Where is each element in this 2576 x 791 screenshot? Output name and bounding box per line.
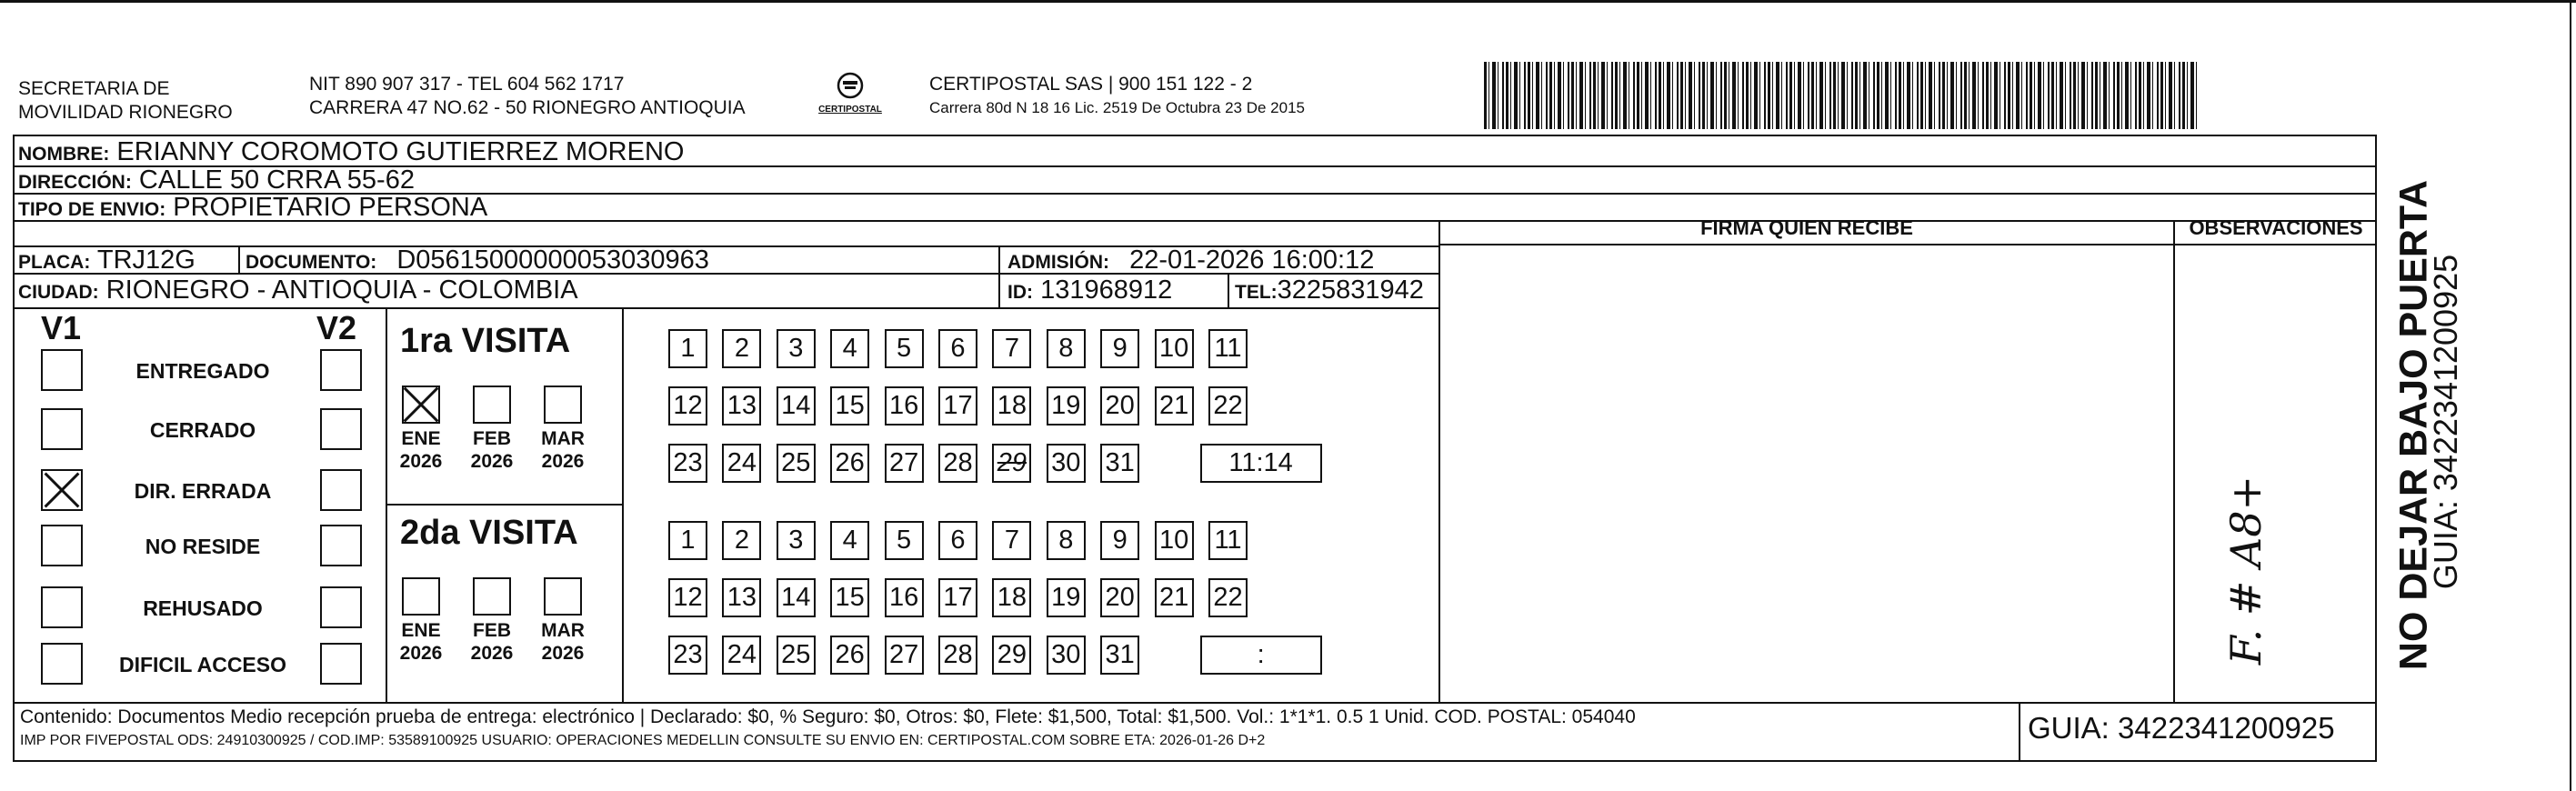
v1-checkbox[interactable] bbox=[41, 349, 83, 391]
carrier-line-1: CERTIPOSTAL SAS | 900 151 122 - 2 bbox=[929, 74, 1253, 95]
visit2-title: 2da VISITA bbox=[400, 514, 578, 552]
day-box[interactable]: 4 bbox=[830, 521, 869, 560]
nombre-label: NOMBRE: bbox=[18, 144, 110, 165]
visit1-title: 1ra VISITA bbox=[400, 322, 571, 360]
handwritten-note: F. # A8+ bbox=[2221, 475, 2270, 666]
day-box[interactable]: 25 bbox=[777, 636, 816, 675]
day-box[interactable]: 13 bbox=[722, 578, 761, 617]
day-box[interactable]: 14 bbox=[777, 386, 816, 426]
v1-checkbox[interactable] bbox=[41, 408, 83, 450]
day-box[interactable]: 24 bbox=[722, 444, 761, 483]
month-year: 2026 bbox=[470, 643, 514, 664]
sender-contact bbox=[309, 73, 746, 120]
day-box[interactable]: 7 bbox=[992, 521, 1031, 560]
time-box[interactable]: : bbox=[1200, 636, 1322, 675]
day-box[interactable]: 2 bbox=[722, 521, 761, 560]
day-box[interactable]: 15 bbox=[830, 386, 869, 426]
day-box[interactable]: 6 bbox=[938, 329, 977, 368]
month-checkbox[interactable] bbox=[473, 385, 511, 424]
carrier-line-2: Carrera 80d N 18 16 Lic. 2519 De Octubra 23 De 2015 bbox=[929, 99, 1305, 116]
day-box[interactable]: 16 bbox=[885, 386, 924, 426]
day-box[interactable]: 26 bbox=[830, 636, 869, 675]
address-line: CARRERA 47 NO.62 - 50 RIONEGRO ANTIOQUIA bbox=[309, 97, 746, 118]
day-box[interactable]: 21 bbox=[1155, 578, 1194, 617]
col-line bbox=[238, 245, 240, 273]
day-box[interactable]: 26 bbox=[830, 444, 869, 483]
footer-guia: GUIA: 3422341200925 bbox=[2028, 711, 2335, 745]
day-box[interactable]: 11 bbox=[1208, 329, 1248, 368]
time-box[interactable]: 11:14 bbox=[1200, 444, 1322, 483]
day-box[interactable]: 17 bbox=[938, 386, 977, 426]
v1-checkbox[interactable] bbox=[41, 643, 83, 685]
v1-checkbox[interactable] bbox=[41, 469, 83, 511]
sender-name bbox=[18, 77, 233, 125]
day-box[interactable]: 9 bbox=[1100, 329, 1139, 368]
admision-value: 22-01-2026 16:00:12 bbox=[1129, 245, 1375, 275]
documento-label: DOCUMENTO: bbox=[246, 252, 377, 273]
nombre-value: ERIANNY COROMOTO GUTIERREZ MORENO bbox=[116, 137, 685, 166]
day-box[interactable]: 27 bbox=[885, 636, 924, 675]
day-box[interactable]: 16 bbox=[885, 578, 924, 617]
day-box[interactable]: 19 bbox=[1047, 578, 1086, 617]
day-box[interactable]: 10 bbox=[1155, 329, 1194, 368]
v2-checkbox[interactable] bbox=[320, 349, 362, 391]
placa-value: TRJ12G bbox=[96, 245, 195, 275]
admision-row bbox=[1007, 245, 1374, 278]
month-name: ENE bbox=[401, 620, 441, 641]
ciudad-row bbox=[18, 275, 578, 308]
ciudad-value: RIONEGRO - ANTIOQUIA - COLOMBIA bbox=[105, 275, 578, 305]
tel-row bbox=[1235, 275, 1424, 308]
month-year: 2026 bbox=[399, 643, 443, 664]
side-warning: NO DEJAR BAJO PUERTA bbox=[2391, 179, 2436, 671]
id-row bbox=[1007, 275, 1172, 308]
day-box[interactable]: 31 bbox=[1100, 636, 1139, 675]
day-box[interactable]: 29 bbox=[992, 636, 1031, 675]
id-label: ID: bbox=[1007, 282, 1033, 303]
month-name: FEB bbox=[473, 620, 511, 641]
day-box[interactable]: 14 bbox=[777, 578, 816, 617]
day-box[interactable]: 8 bbox=[1047, 521, 1086, 560]
day-box[interactable]: 1 bbox=[668, 521, 707, 560]
status-label: DIFICIL ACCESO bbox=[118, 653, 286, 676]
month-label bbox=[460, 427, 524, 473]
month-year: 2026 bbox=[541, 451, 585, 472]
day-box[interactable]: 22 bbox=[1208, 386, 1248, 426]
ciudad-label: CIUDAD: bbox=[18, 282, 99, 303]
v2-checkbox[interactable] bbox=[320, 643, 362, 685]
v2-checkbox[interactable] bbox=[320, 469, 362, 511]
day-box[interactable]: 15 bbox=[830, 578, 869, 617]
month-name: MAR bbox=[541, 620, 585, 641]
logo-icon bbox=[832, 71, 868, 100]
id-value: 131968912 bbox=[1040, 275, 1173, 305]
month-checkbox[interactable] bbox=[544, 385, 582, 424]
status-label: ENTREGADO bbox=[135, 359, 270, 383]
direccion-value: CALLE 50 CRRA 55-62 bbox=[138, 165, 415, 195]
month-name: ENE bbox=[401, 428, 441, 449]
tel-label: TEL: bbox=[1235, 282, 1278, 303]
day-box[interactable]: 1 bbox=[668, 329, 707, 368]
day-box[interactable]: 20 bbox=[1100, 386, 1139, 426]
day-box[interactable]: 17 bbox=[938, 578, 977, 617]
placa-label: PLACA: bbox=[18, 252, 91, 273]
placa-row bbox=[18, 245, 195, 278]
certipostal-logo bbox=[814, 71, 887, 118]
day-box[interactable]: 8 bbox=[1047, 329, 1086, 368]
footer-line-2: IMP POR FIVEPOSTAL ODS: 24910300925 / COD.IMP: 53589100925 USUARIO: OPERACIONES MEDELLIN CONSULTE SU ENVIO EN: CERTIPOSTAL.COM SOBRE ETA: 2026-01-26 D+2 bbox=[20, 733, 1266, 748]
col-line bbox=[622, 307, 624, 702]
month-label bbox=[389, 619, 453, 665]
status-label: NO RESIDE bbox=[145, 535, 261, 558]
v2-checkbox[interactable] bbox=[320, 408, 362, 450]
carrier-info bbox=[929, 73, 1305, 120]
v2-label: V2 bbox=[316, 309, 357, 346]
row-line bbox=[1440, 244, 2377, 245]
month-label bbox=[531, 619, 595, 665]
tipo-row bbox=[18, 192, 487, 225]
day-box[interactable]: 21 bbox=[1155, 386, 1194, 426]
col-line bbox=[1438, 220, 1440, 702]
day-box[interactable]: 23 bbox=[668, 636, 707, 675]
day-box[interactable]: 3 bbox=[777, 329, 816, 368]
logo-text: CERTIPOSTAL bbox=[818, 105, 882, 115]
top-border bbox=[0, 0, 2576, 3]
day-box[interactable]: 24 bbox=[722, 636, 761, 675]
day-box[interactable]: 11 bbox=[1208, 521, 1248, 560]
day-box[interactable]: 13 bbox=[722, 386, 761, 426]
day-box[interactable]: 5 bbox=[885, 329, 924, 368]
day-box[interactable]: 20 bbox=[1100, 578, 1139, 617]
month-checkbox[interactable] bbox=[544, 577, 582, 616]
day-box[interactable]: 18 bbox=[992, 578, 1031, 617]
direccion-label: DIRECCIÓN: bbox=[18, 172, 132, 193]
side-guia: GUIA: 3422341200925 bbox=[2427, 254, 2464, 590]
documento-value: D05615000000053030963 bbox=[396, 245, 709, 275]
month-year: 2026 bbox=[541, 643, 585, 664]
month-label bbox=[389, 427, 453, 473]
observaciones-header: OBSERVACIONES bbox=[2189, 216, 2363, 239]
col-line bbox=[2173, 220, 2175, 702]
day-box[interactable]: 29 bbox=[992, 444, 1031, 483]
month-checkbox[interactable] bbox=[402, 385, 440, 424]
status-label: DIR. ERRADA bbox=[134, 479, 272, 503]
day-box[interactable]: 30 bbox=[1047, 636, 1086, 675]
day-box[interactable]: 18 bbox=[992, 386, 1031, 426]
day-box[interactable]: 12 bbox=[668, 578, 707, 617]
sender-line-2: MOVILIDAD RIONEGRO bbox=[18, 102, 233, 123]
v2-checkbox[interactable] bbox=[320, 525, 362, 566]
day-box[interactable]: 22 bbox=[1208, 578, 1248, 617]
barcode bbox=[1484, 62, 2198, 129]
day-box[interactable]: 10 bbox=[1155, 521, 1194, 560]
month-checkbox[interactable] bbox=[473, 577, 511, 616]
sender-line-1: SECRETARIA DE bbox=[18, 78, 170, 99]
day-box[interactable]: 3 bbox=[777, 521, 816, 560]
col-line bbox=[2019, 702, 2020, 762]
day-box[interactable]: 31 bbox=[1100, 444, 1139, 483]
month-name: MAR bbox=[541, 428, 585, 449]
day-box[interactable]: 28 bbox=[938, 444, 977, 483]
day-box[interactable]: 12 bbox=[668, 386, 707, 426]
month-label bbox=[460, 619, 524, 665]
footer-line-1: Contenido: Documentos Medio recepción prueba de entrega: electrónico | Declarado: $0, % Seguro: $0, Otros: $0, Flete: $1,500, Total: $1,500. Vol.: 1*1*1. 0.5 1 Unid. COD. POSTAL: 054040 bbox=[20, 706, 1636, 727]
day-box[interactable]: 2 bbox=[722, 329, 761, 368]
v1-checkbox[interactable] bbox=[41, 586, 83, 628]
day-box[interactable]: 19 bbox=[1047, 386, 1086, 426]
row-line bbox=[13, 702, 2377, 704]
col-line bbox=[998, 245, 1000, 307]
day-box[interactable]: 27 bbox=[885, 444, 924, 483]
status-label: CERRADO bbox=[149, 418, 256, 442]
right-border bbox=[2570, 0, 2571, 791]
status-label: REHUSADO bbox=[143, 596, 263, 620]
day-box[interactable]: 28 bbox=[938, 636, 977, 675]
month-year: 2026 bbox=[399, 451, 443, 472]
tipo-value: PROPIETARIO PERSONA bbox=[173, 193, 488, 222]
month-year: 2026 bbox=[470, 451, 514, 472]
day-box[interactable]: 6 bbox=[938, 521, 977, 560]
visit-divider bbox=[386, 504, 622, 506]
v1-label: V1 bbox=[41, 309, 82, 346]
day-box[interactable]: 4 bbox=[830, 329, 869, 368]
documento-row bbox=[246, 245, 709, 278]
v1-checkbox[interactable] bbox=[41, 525, 83, 566]
tipo-label: TIPO DE ENVIO: bbox=[18, 199, 166, 220]
day-box[interactable]: 23 bbox=[668, 444, 707, 483]
admision-label: ADMISIÓN: bbox=[1007, 252, 1109, 273]
day-box[interactable]: 30 bbox=[1047, 444, 1086, 483]
month-checkbox[interactable] bbox=[402, 577, 440, 616]
nit-line: NIT 890 907 317 - TEL 604 562 1717 bbox=[309, 74, 625, 95]
day-box[interactable]: 7 bbox=[992, 329, 1031, 368]
month-label bbox=[531, 427, 595, 473]
day-box[interactable]: 9 bbox=[1100, 521, 1139, 560]
firma-header: FIRMA QUIEN RECIBE bbox=[1700, 216, 1913, 239]
day-box[interactable]: 5 bbox=[885, 521, 924, 560]
month-name: FEB bbox=[473, 428, 511, 449]
tel-value: 3225831942 bbox=[1277, 275, 1424, 305]
v2-checkbox[interactable] bbox=[320, 586, 362, 628]
day-box[interactable]: 25 bbox=[777, 444, 816, 483]
